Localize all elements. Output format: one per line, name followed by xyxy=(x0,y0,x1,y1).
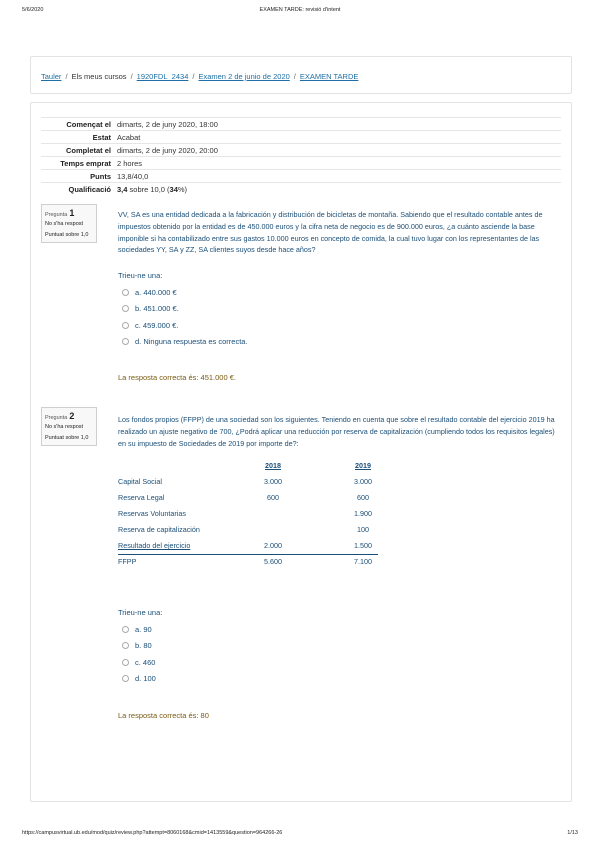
value-2019: 600 xyxy=(357,493,369,502)
summary-row xyxy=(41,118,561,131)
row-label: FFPP xyxy=(118,557,137,566)
option-label: d. Ninguna respuesta es correcta. xyxy=(135,337,248,347)
summary-value: dimarts, 2 de juny 2020, 18:00 xyxy=(117,119,218,129)
value-2018: 5.600 xyxy=(264,557,282,566)
radio-button[interactable] xyxy=(122,289,129,296)
print-url: https://campusvirtual.ub.edu/mod/quiz/review.php?attempt=8060168&cmid=1413559&question=964266-26 xyxy=(22,830,283,836)
radio-button[interactable] xyxy=(122,659,129,666)
value-2019: 1.500 xyxy=(354,541,372,550)
correct-answer-feedback-1: La resposta correcta és: 451.000 €. xyxy=(118,373,236,382)
grade-value xyxy=(117,183,561,196)
row-label: Reserva Legal xyxy=(118,493,165,502)
breadcrumb-container xyxy=(30,56,572,94)
value-2018: 3.000 xyxy=(264,477,282,486)
answer-option-d[interactable] xyxy=(122,334,248,351)
question-state: No s'ha respost xyxy=(45,424,84,430)
column-header-2018: 2018 xyxy=(265,461,281,470)
radio-button[interactable] xyxy=(122,642,129,649)
breadcrumb-separator: / xyxy=(65,72,68,81)
radio-button[interactable] xyxy=(122,338,129,345)
column-header-2019: 2019 xyxy=(355,461,371,470)
summary-label: Punts xyxy=(90,171,111,181)
summary-row xyxy=(41,131,561,144)
breadcrumb-separator: / xyxy=(192,72,195,81)
radio-button[interactable] xyxy=(122,322,129,329)
row-label: Reservas Voluntarias xyxy=(118,509,186,518)
question-max-grade: Puntuat sobre 1,0 xyxy=(45,232,89,238)
table-header-row xyxy=(118,459,378,475)
answer-option-c[interactable] xyxy=(122,654,162,671)
breadcrumb-separator: / xyxy=(130,72,133,81)
value-2019: 1.900 xyxy=(354,509,372,518)
question-label: Pregunta xyxy=(45,212,68,218)
question-text-2: Los fondos propios (FFPP) de una sociedad son los siguientes. Teniendo en cuenta que sobre el resultado contable del ejercicio 2019 ha realizado un ajuste negativo de 700, ¿Podrá aplicar una reducción por reserva de capitalización (cumpliendo todos los requisitos legales) en su impuesto de Sociedades de 2019 por importe de?: xyxy=(118,415,555,448)
row-label: Capital Social xyxy=(118,477,162,486)
summary-value: dimarts, 2 de juny 2020, 20:00 xyxy=(117,145,218,155)
value-2018: 600 xyxy=(267,493,279,502)
summary-label: Estat xyxy=(92,132,111,142)
answer-option-b[interactable] xyxy=(122,638,162,655)
question-label: Pregunta xyxy=(45,415,68,421)
print-title: EXAMEN TARDE: revisió d'intent xyxy=(259,7,341,13)
breadcrumb-tauler[interactable]: Tauler xyxy=(41,72,62,81)
answer-option-b[interactable] xyxy=(122,301,248,318)
answer-block-1 xyxy=(118,271,248,350)
option-label: b. 80 xyxy=(135,641,152,651)
summary-label: Temps emprat xyxy=(60,158,111,168)
question-number-value: 2 xyxy=(69,411,75,421)
value-2019: 7.100 xyxy=(354,557,372,566)
option-label: b. 451.000 €. xyxy=(135,304,179,314)
summary-label: Completat el xyxy=(65,145,111,155)
grade-percent: 34 xyxy=(169,184,178,194)
answer-prompt: Trieu-ne una: xyxy=(118,271,163,280)
question-number xyxy=(45,208,93,218)
question-state: No s'ha respost xyxy=(45,221,84,227)
breadcrumb-quiz[interactable]: EXAMEN TARDE xyxy=(299,72,359,81)
table-row xyxy=(118,491,378,507)
table-row xyxy=(118,523,378,539)
grade-score: 3,4 xyxy=(117,184,128,194)
summary-row xyxy=(41,144,561,157)
summary-label: Qualificació xyxy=(68,184,111,194)
print-header xyxy=(22,7,578,17)
summary-value: 13,8/40,0 xyxy=(117,171,149,181)
radio-button[interactable] xyxy=(122,626,129,633)
answer-option-a[interactable] xyxy=(122,621,162,638)
radio-button[interactable] xyxy=(122,675,129,682)
answer-option-c[interactable] xyxy=(122,317,248,334)
summary-value: 2 hores xyxy=(117,158,143,168)
print-footer xyxy=(22,830,578,840)
question-number-value: 1 xyxy=(69,208,75,218)
grade-percent-end: %) xyxy=(177,184,188,194)
grade-out-of: sobre 10,0 ( xyxy=(127,184,170,194)
breadcrumb xyxy=(41,72,358,81)
summary-label: Començat el xyxy=(66,119,111,129)
table-row xyxy=(118,555,378,571)
summary-row xyxy=(41,157,561,170)
breadcrumb-my-courses: Els meus cursos xyxy=(71,72,127,81)
print-date: 5/6/2020 xyxy=(22,7,44,13)
quiz-review xyxy=(30,102,572,802)
option-label: c. 460 xyxy=(135,657,156,667)
table-row xyxy=(118,507,378,523)
question-number xyxy=(45,411,93,421)
summary-row xyxy=(41,170,561,183)
value-2018: 2.000 xyxy=(264,541,282,550)
answer-option-d[interactable] xyxy=(122,671,162,688)
option-label: c. 459.000 €. xyxy=(135,320,179,330)
correct-answer-feedback-2: La resposta correcta és: 80 xyxy=(118,711,209,720)
question-info-2 xyxy=(41,407,97,446)
equity-table xyxy=(118,459,378,571)
radio-button[interactable] xyxy=(122,305,129,312)
breadcrumb-separator: / xyxy=(293,72,296,81)
summary-row xyxy=(41,183,561,196)
question-text-1: VV, SA es una entidad dedicada a la fabricación y distribución de bicicletas de montaña. Sabiendo que el resultado contable antes de impuestos obtenido por la entidad es de 450.000 euros y la cifra neta de negocio es de 900.000 euros, ¿a cuánto asciende la base imponible si ha contabilizado entre sus gastos 10.000 euros en concepto de comida, la cual tuvo lugar con los representantes de las sociedades YY, SA y ZZ, SA clientes suyos desde hace años? xyxy=(118,210,543,255)
answer-prompt: Trieu-ne una: xyxy=(118,608,163,617)
breadcrumb-exam-section[interactable]: Examen 2 de junio de 2020 xyxy=(198,72,290,81)
table-row xyxy=(118,539,378,555)
option-label: a. 90 xyxy=(135,624,152,634)
row-label: Reserva de capitalización xyxy=(118,525,200,534)
value-2019: 3.000 xyxy=(354,477,372,486)
value-2019: 100 xyxy=(357,525,369,534)
option-label: a. 440.000 € xyxy=(135,287,177,297)
question-max-grade: Puntuat sobre 1,0 xyxy=(45,435,89,441)
summary-value: Acabat xyxy=(117,132,141,142)
answer-option-a[interactable] xyxy=(122,284,248,301)
option-label: d. 100 xyxy=(135,674,156,684)
breadcrumb-course[interactable]: 1920FDL_2434 xyxy=(136,72,189,81)
print-page-count: 1/13 xyxy=(567,830,578,836)
answer-block-2 xyxy=(118,608,162,687)
question-info-1 xyxy=(41,204,97,243)
row-label: Resultado del ejercicio xyxy=(118,541,191,550)
table-row xyxy=(118,475,378,491)
attempt-summary-table xyxy=(41,117,561,196)
